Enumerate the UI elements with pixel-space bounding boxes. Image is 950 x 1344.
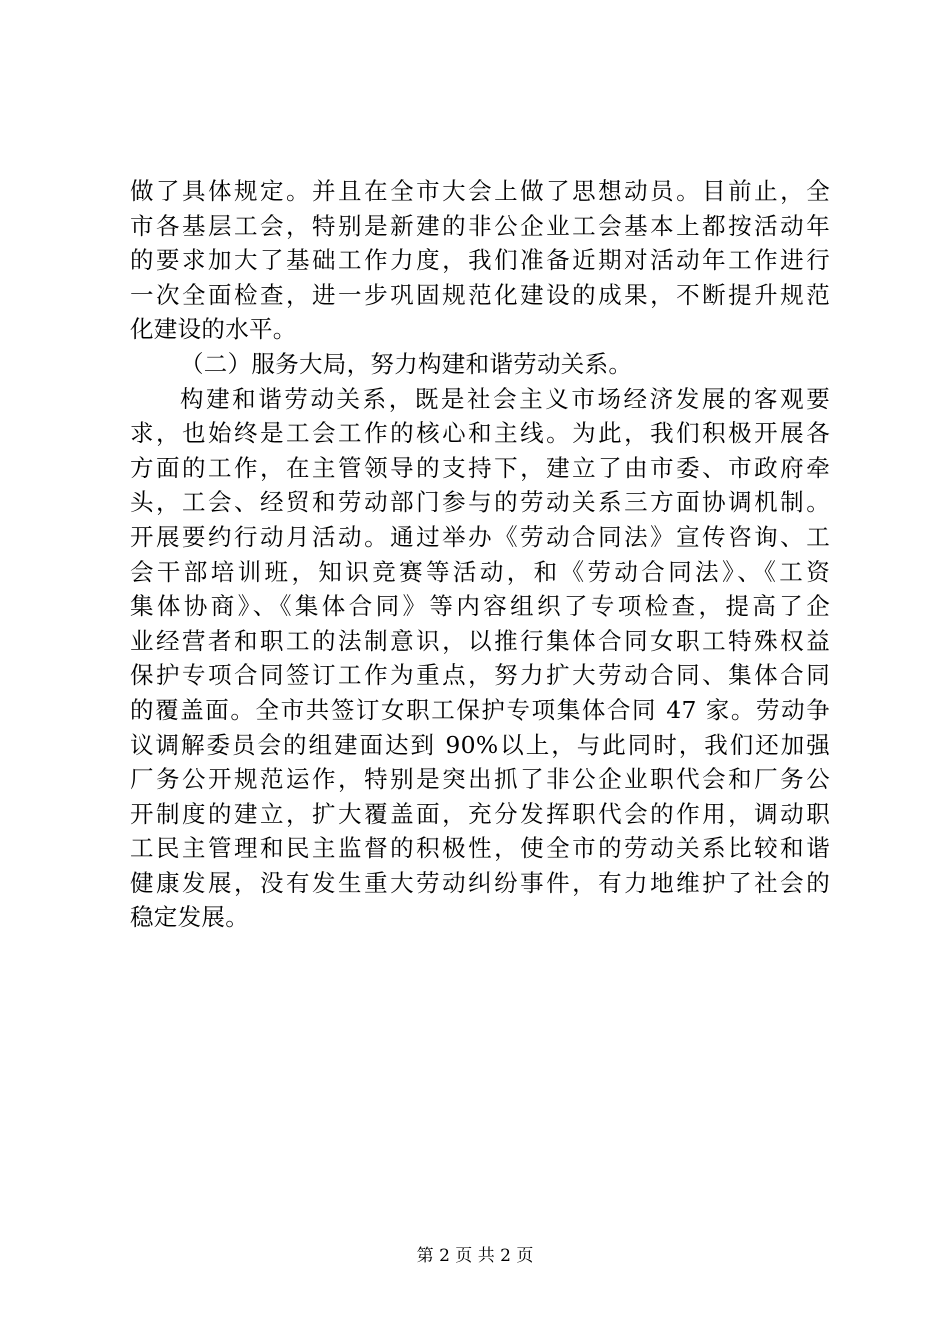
document-body: [130, 174, 830, 935]
text-line: 议调解委员会的组建面达到 90%以上，与此同时，我们还加强: [130, 730, 830, 759]
section-heading-text: （二）服务大局，努力构建和谐劳动关系。: [180, 349, 633, 378]
text-line: 保护专项合同签订工作为重点，努力扩大劳动合同、集体合同: [130, 661, 830, 690]
page-footer: [0, 1244, 950, 1268]
text-line: 做了具体规定。并且在全市大会上做了思想动员。目前止，全: [130, 177, 830, 205]
text-line: 健康发展，没有发生重大劳动纠纷事件，有力地维护了社会的: [130, 868, 830, 897]
page-number-label: 第 2 页 共 2 页: [416, 1246, 534, 1266]
text-line: 开制度的建立，扩大覆盖面，充分发挥职代会的作用，调动职: [130, 799, 830, 828]
text-line: 的覆盖面。全市共签订女职工保护专项集体合同 47 家。劳动争: [130, 695, 830, 724]
text-line: 稳定发展。: [130, 903, 249, 932]
text-line: 的要求加大了基础工作力度，我们准备近期对活动年工作进行: [130, 246, 830, 275]
paragraph-labor-relations: [130, 382, 830, 936]
paragraph-continuation: [130, 174, 830, 347]
text-line: 方面的工作，在主管领导的支持下，建立了由市委、市政府牵: [130, 453, 830, 482]
text-line: 头，工会、经贸和劳动部门参与的劳动关系三方面协调机制。: [130, 488, 830, 517]
text-line: 开展要约行动月活动。通过举办《劳动合同法》宣传咨询、工: [130, 522, 830, 551]
text-line: 集体协商》、《集体合同》等内容组织了专项检查，提高了企: [130, 592, 830, 621]
text-line: 会干部培训班，知识竞赛等活动，和《劳动合同法》、《工资: [130, 557, 830, 586]
section-heading: [130, 347, 830, 382]
text-line: 一次全面检查，进一步巩固规范化建设的成果，不断提升规范: [130, 280, 830, 309]
text-line: 厂务公开规范运作，特别是突出抓了非公企业职代会和厂务公: [130, 765, 830, 794]
text-line: 工民主管理和民主监督的积极性，使全市的劳动关系比较和谐: [130, 834, 830, 863]
text-line: 求，也始终是工会工作的核心和主线。为此，我们积极开展各: [130, 419, 830, 448]
text-line: 构建和谐劳动关系，既是社会主义市场经济发展的客观要: [180, 384, 830, 413]
text-line: 业经营者和职工的法制意识，以推行集体合同女职工特殊权益: [130, 626, 830, 655]
text-line: 化建设的水平。: [130, 315, 297, 344]
text-line: 市各基层工会，特别是新建的非公企业工会基本上都按活动年: [130, 211, 830, 240]
